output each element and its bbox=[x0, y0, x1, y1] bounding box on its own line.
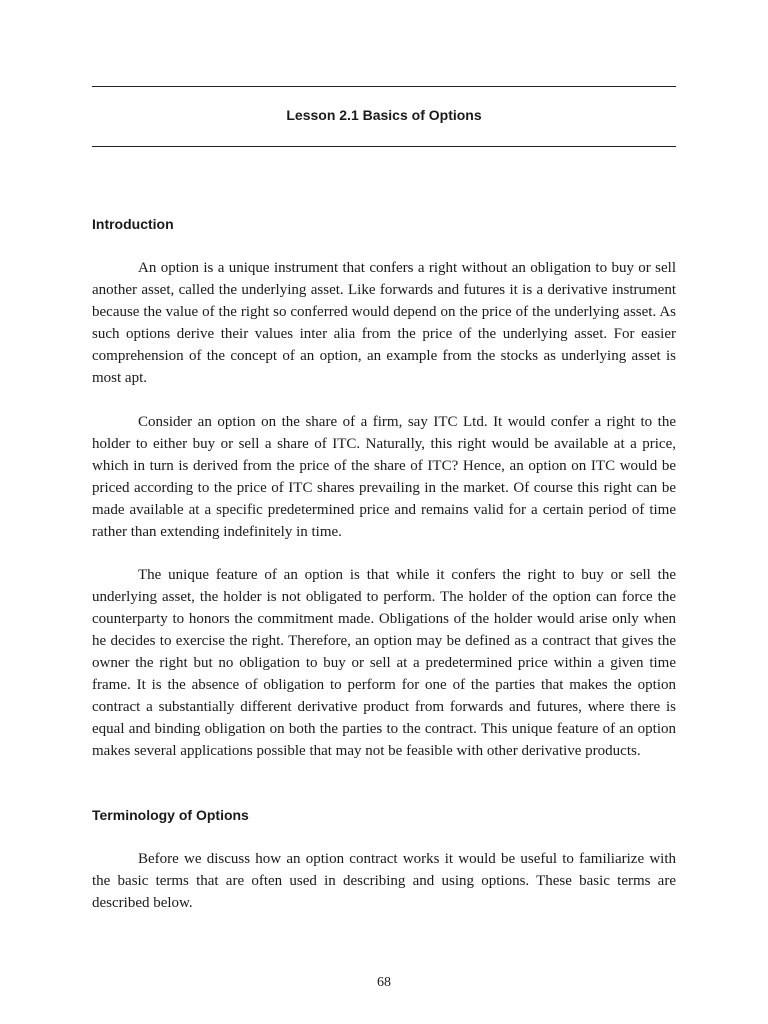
paragraph: The unique feature of an option is that while it confers the right to buy or sell the underlying asset, the holder is not obligated to perform. The holder of the option can force the counterparty to honors the commitment made. Obligations of the holder would arise only when he decides to exercise the right. Therefore, an option may be defined as a contract that gives the owner the right but no obligation to buy or sell at a predetermined price within a given time frame. It is the absence of obligation to perform for one of the parties that makes the option contract a substantially different derivative product from forwards and futures, where there is equal and binding obligation on both the parties to the contract. This unique feature of an option makes several applications possible that may not be feasible with other derivative products. bbox=[92, 567, 676, 759]
section-heading-introduction: Introduction bbox=[92, 216, 174, 232]
page-number: 68 bbox=[377, 975, 391, 990]
paragraph: An option is a unique instrument that confers a right without an obligation to buy or sell another asset, called the underlying asset. Like forwards and futures it is a derivative instrument because the value of the right so conferred would depend on the price of the underlying asset. As such options derive their values inter alia from the price of the underlying asset. For easier comprehension of the concept of an option, an example from the stocks as underlying asset is most apt. bbox=[92, 260, 676, 386]
lesson-title: Lesson 2.1 Basics of Options bbox=[286, 107, 482, 123]
title-rule-bottom bbox=[92, 146, 676, 147]
paragraph: Before we discuss how an option contract works it would be useful to familiarize with the basic terms that are often used in describing and using options. These basic terms are described below. bbox=[92, 851, 676, 911]
title-rule-top bbox=[92, 86, 676, 87]
paragraph: Consider an option on the share of a firm, say ITC Ltd. It would confer a right to the holder to either buy or sell a share of ITC. Naturally, this right would be available at a price, which in turn is derived from the price of the share of ITC? Hence, an option on ITC would be priced according to the price of ITC shares prevailing in the market. Of course this right can be made available at a specific predetermined price and remains valid for a certain period of time rather than extending indefinitely in time. bbox=[92, 414, 676, 540]
section-heading-terminology: Terminology of Options bbox=[92, 807, 249, 823]
